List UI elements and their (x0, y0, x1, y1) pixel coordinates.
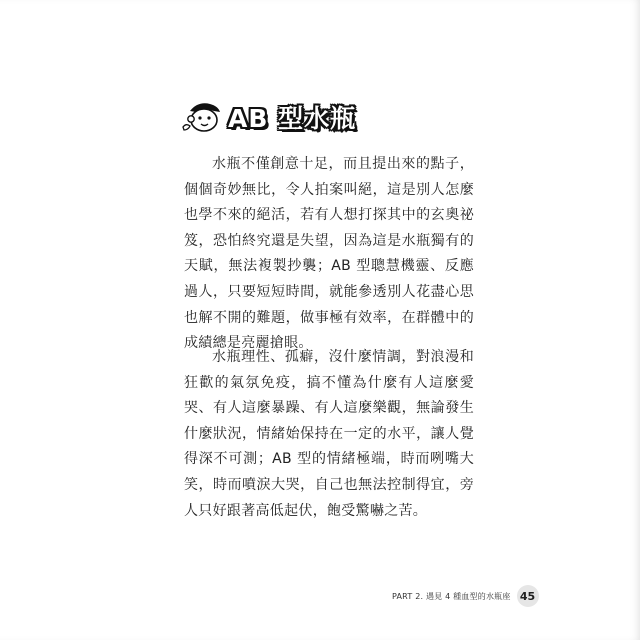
paragraph-2: 水瓶理性、孤癖，沒什麼情調，對浪漫和狂歡的氣氛免疫，搞不懂為什麼有人這麼愛哭、有人這麼暴躁、有人這麼樂觀，無論發生什麼狀況，情緒始保持在一定的水平，讓人覺得深不可測；AB 型的情緒極端，時而咧嘴大笑，時而噴淚大哭，自己也無法控制得宜，旁人只好跟著高低起伏，飽受驚嚇之苦。 (184, 349, 474, 519)
page-title: AB 型水瓶 (228, 104, 357, 133)
page-number: 45 (517, 585, 539, 607)
footer-section-label: PART 2. 遇見 4 種血型的水瓶座 (392, 591, 511, 601)
mascot-face-icon (180, 99, 224, 135)
section-heading (180, 98, 356, 136)
page-footer (392, 585, 539, 607)
paragraph-1: 水瓶不僅創意十足，而且提出來的點子，個個奇妙無比，令人拍案叫絕，這是別人怎麼也學不來的絕活，若有人想打探其中的玄奧祕笈，恐怕終究還是失望，因為這是水瓶獨有的天賦，無法複製抄襲；AB 型聰慧機靈、反應過人，只要短短時間，就能參透別人花盡心思也解不開的難題，做事極有效率，在群體中的成績總是亮麗搶眼。 (184, 156, 474, 352)
